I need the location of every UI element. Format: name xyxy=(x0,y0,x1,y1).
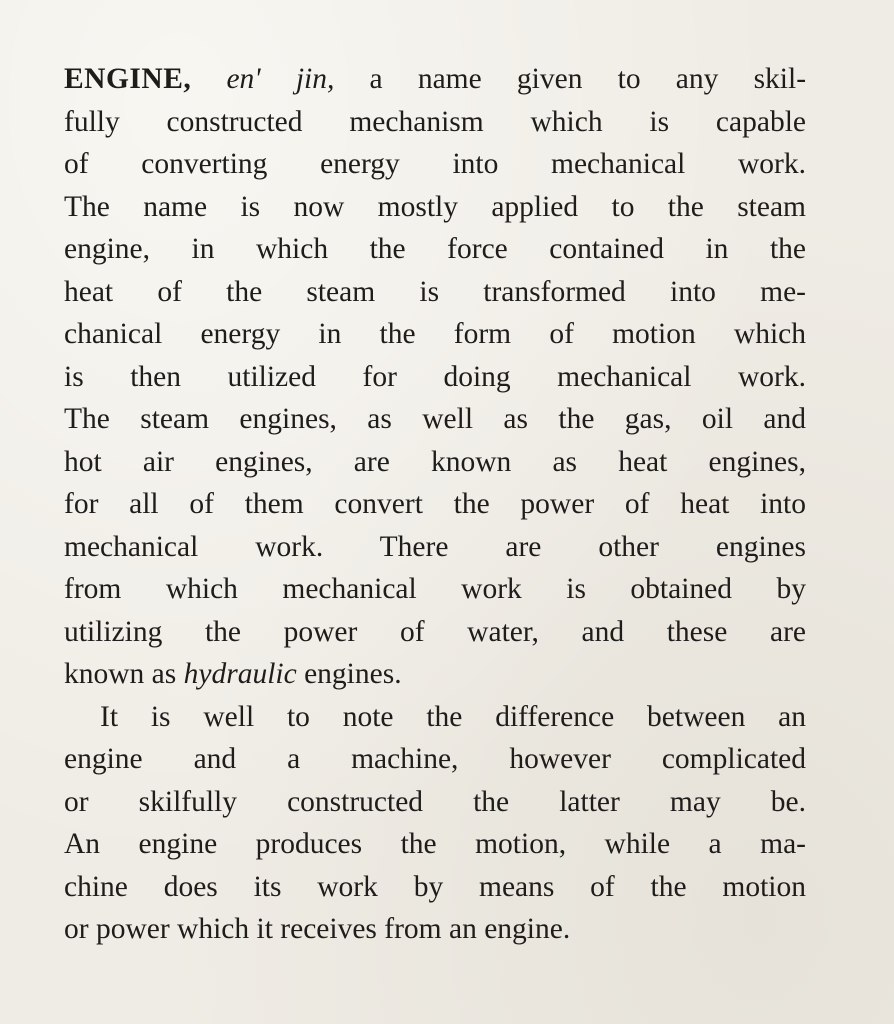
paragraph-1-line: hot air engines, are known as heat engines, xyxy=(64,445,806,478)
pronunciation: en' jin, xyxy=(226,63,335,95)
paragraph-1-line: heat of the steam is transformed into me- xyxy=(64,275,806,308)
paragraph-2-line: An engine produces the motion, while a ma- xyxy=(64,828,806,860)
paragraph-2-line: or skilfully constructed the latter may be. xyxy=(64,785,806,818)
paragraph-1-line: mechanical work. There are other engines xyxy=(64,530,806,563)
paragraph-2-line: chine does its work by means of the motion xyxy=(64,870,806,903)
paragraph-2-last-line: or power which it receives from an engine. xyxy=(64,913,571,945)
paragraph-2-line: It is well to note the difference between an xyxy=(100,700,806,733)
paragraph-1-line: chanical energy in the form of motion which xyxy=(64,318,806,350)
paragraph-2-line: engine and a machine, however complicated xyxy=(64,743,806,775)
paragraph-1-line: fully constructed mechanism which is capable xyxy=(64,105,806,138)
paragraph-1-last-line xyxy=(64,653,806,696)
paragraph-1-line: The name is now mostly applied to the steam xyxy=(64,190,806,223)
encyclopedia-entry xyxy=(64,58,806,951)
line-text: known as xyxy=(64,658,177,690)
paragraph-1-line: from which mechanical work is obtained by xyxy=(64,573,806,605)
line-text: a name given to any skil- xyxy=(369,63,807,95)
paragraph-1-line: engine, in which the force contained in the xyxy=(64,233,806,265)
paragraph-1-line-1 xyxy=(64,58,806,101)
italic-term: hydraulic xyxy=(183,658,297,690)
paragraph-1-line: is then utilized for doing mechanical work. xyxy=(64,360,806,393)
headword: ENGINE, xyxy=(64,63,192,95)
paragraph-1-line: utilizing the power of water, and these are xyxy=(64,615,806,648)
paragraph-1-line: The steam engines, as well as the gas, oil and xyxy=(64,403,806,435)
line-text: engines. xyxy=(304,658,402,690)
paragraph-1-line: for all of them convert the power of heat into xyxy=(64,488,806,520)
paragraph-1-line: of converting energy into mechanical work. xyxy=(64,148,806,180)
